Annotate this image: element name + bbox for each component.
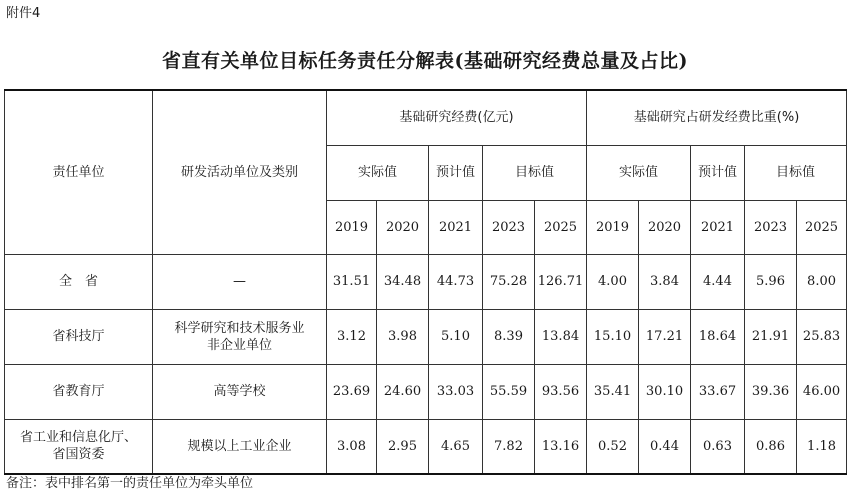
table-row	[5, 419, 847, 474]
ratio-value-cell: 33.67	[691, 364, 745, 419]
ratio-value-cell: 30.10	[639, 364, 691, 419]
funding-value-cell: 5.10	[429, 309, 483, 364]
ratio-value-cell: 17.21	[639, 309, 691, 364]
category-cell	[153, 309, 327, 364]
funding-value-cell: 4.65	[429, 419, 483, 474]
category-cell-line: 科学研究和技术服务业	[174, 320, 305, 336]
unit-cell-line: 全 省	[58, 274, 98, 289]
header-funding-estimate: 预计值	[429, 145, 483, 200]
funding-value-cell: 93.56	[535, 364, 587, 419]
funding-value-cell: 8.39	[483, 309, 535, 364]
year-cell: 2020	[639, 200, 691, 254]
funding-value-cell: 13.84	[535, 309, 587, 364]
category-cell-line: 非企业单位	[206, 337, 272, 353]
attachment-label: 附件4	[6, 6, 41, 21]
funding-value-cell: 7.82	[483, 419, 535, 474]
ratio-value-cell: 46.00	[797, 364, 847, 419]
responsibility-table	[4, 89, 847, 475]
ratio-value-cell: 39.36	[745, 364, 797, 419]
funding-value-cell: 126.71	[535, 254, 587, 309]
unit-cell	[5, 364, 153, 419]
title-paren: (基础研究经费总量及占比)	[454, 50, 688, 72]
funding-value-cell: 33.03	[429, 364, 483, 419]
category-cell-line: 高等学校	[213, 384, 266, 399]
year-cell: 2023	[745, 200, 797, 254]
ratio-value-cell: 15.10	[587, 309, 639, 364]
ratio-value-cell: 0.52	[587, 419, 639, 474]
header-row-1	[5, 90, 847, 145]
year-cell: 2019	[327, 200, 377, 254]
unit-cell-line: 省教育厅	[52, 384, 105, 399]
title-main: 省直有关单位目标任务责任分解表	[162, 50, 455, 72]
header-funding-actual: 实际值	[327, 145, 429, 200]
funding-value-cell: 3.12	[327, 309, 377, 364]
funding-value-cell: 44.73	[429, 254, 483, 309]
funding-value-cell: 34.48	[377, 254, 429, 309]
ratio-value-cell: 0.86	[745, 419, 797, 474]
funding-value-cell: 3.98	[377, 309, 429, 364]
year-cell: 2025	[535, 200, 587, 254]
header-ratio-target: 目标值	[745, 145, 847, 200]
funding-value-cell: 13.16	[535, 419, 587, 474]
ratio-value-cell: 4.44	[691, 254, 745, 309]
table-row	[5, 364, 847, 419]
category-cell	[153, 364, 327, 419]
table-row	[5, 254, 847, 309]
ratio-value-cell: 4.00	[587, 254, 639, 309]
ratio-value-cell: 0.44	[639, 419, 691, 474]
funding-value-cell: 23.69	[327, 364, 377, 419]
page-title	[0, 46, 850, 73]
unit-cell	[5, 254, 153, 309]
ratio-value-cell: 5.96	[745, 254, 797, 309]
ratio-value-cell: 21.91	[745, 309, 797, 364]
table-body	[5, 254, 847, 474]
header-unit: 责任单位	[5, 90, 153, 254]
category-cell-line: —	[233, 274, 246, 289]
footnote: 备注：表中排名第一的责任单位为牵头单位	[6, 476, 254, 491]
year-cell: 2020	[377, 200, 429, 254]
unit-cell	[5, 419, 153, 474]
header-group-funding: 基础研究经费(亿元)	[327, 90, 587, 145]
category-cell	[153, 419, 327, 474]
funding-value-cell: 31.51	[327, 254, 377, 309]
ratio-value-cell: 35.41	[587, 364, 639, 419]
ratio-value-cell: 18.64	[691, 309, 745, 364]
year-cell: 2025	[797, 200, 847, 254]
funding-value-cell: 24.60	[377, 364, 429, 419]
year-cell: 2019	[587, 200, 639, 254]
year-cell: 2023	[483, 200, 535, 254]
funding-value-cell: 2.95	[377, 419, 429, 474]
header-ratio-actual: 实际值	[587, 145, 691, 200]
year-cell: 2021	[429, 200, 483, 254]
ratio-value-cell: 8.00	[797, 254, 847, 309]
unit-cell-line: 省工业和信息化厅、	[19, 430, 137, 446]
category-cell	[153, 254, 327, 309]
ratio-value-cell: 3.84	[639, 254, 691, 309]
header-group-ratio: 基础研究占研发经费比重(%)	[587, 90, 847, 145]
funding-value-cell: 3.08	[327, 419, 377, 474]
funding-value-cell: 55.59	[483, 364, 535, 419]
header-funding-target: 目标值	[483, 145, 587, 200]
ratio-value-cell: 1.18	[797, 419, 847, 474]
header-category: 研发活动单位及类别	[153, 90, 327, 254]
unit-cell-line: 省国资委	[52, 447, 105, 463]
category-cell-line: 规模以上工业企业	[187, 438, 292, 454]
unit-cell	[5, 309, 153, 364]
funding-value-cell: 75.28	[483, 254, 535, 309]
unit-cell-line: 省科技厅	[52, 329, 105, 344]
ratio-value-cell: 25.83	[797, 309, 847, 364]
header-ratio-estimate: 预计值	[691, 145, 745, 200]
year-cell: 2021	[691, 200, 745, 254]
ratio-value-cell: 0.63	[691, 419, 745, 474]
table-row	[5, 309, 847, 364]
